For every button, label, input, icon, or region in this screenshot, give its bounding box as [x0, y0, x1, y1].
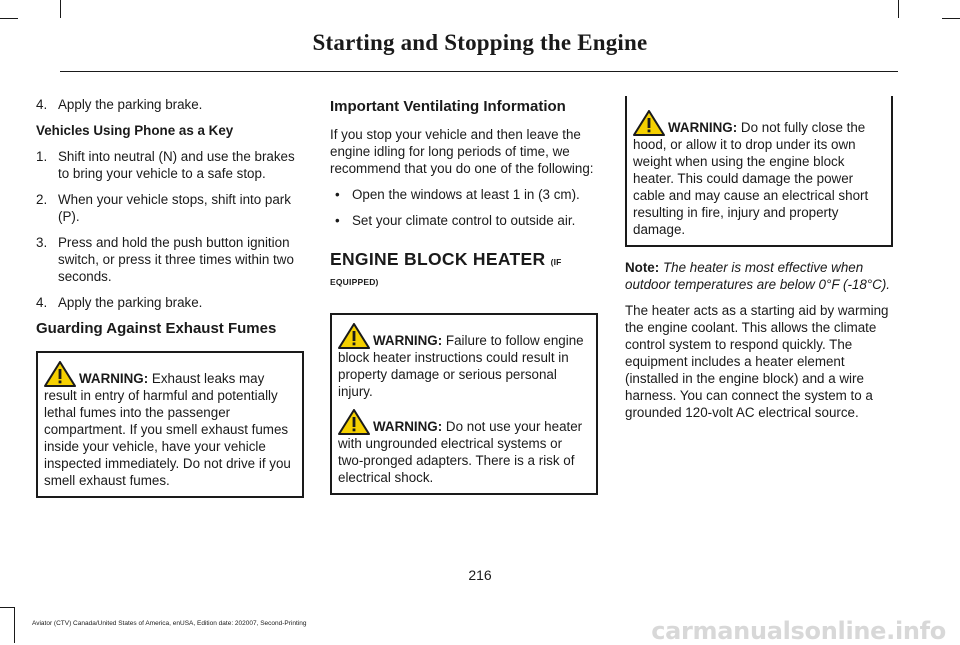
warning-paragraph: [338, 323, 590, 400]
list-item: [36, 148, 304, 182]
warning-label: WARNING:: [373, 419, 443, 434]
page-title: Starting and Stopping the Engine: [312, 30, 648, 55]
hood-warning-box: [625, 96, 893, 247]
crop-mark: [0, 607, 14, 608]
edition-footer: Aviator (CTV) Canada/United States of America, enUSA, Edition date: 202007, Second-Printing: [32, 620, 307, 627]
ventilating-intro: If you stop your vehicle and then leave the engine idling for long periods of time, we recommend that you do one of the following:: [330, 127, 594, 176]
bullet-glyph: •: [335, 187, 340, 202]
warning-triangle-icon: [338, 323, 370, 349]
list-item: [36, 234, 304, 285]
heater-note: [625, 259, 893, 293]
step-number: 2.: [36, 192, 48, 207]
list-item: [36, 191, 304, 225]
header-rule: [60, 71, 898, 72]
step-number: 3.: [36, 235, 48, 250]
page-number: 216: [468, 567, 492, 583]
bullet-text: Open the windows at least 1 in (3 cm).: [352, 187, 580, 202]
warning-paragraph: [633, 110, 885, 238]
list-item: [330, 212, 598, 229]
block-heater-warning-box: [330, 313, 598, 495]
step-text: Apply the parking brake.: [58, 295, 203, 310]
step-list-previous: [36, 96, 304, 113]
section-qualifier: (IF EQUIPPED): [330, 257, 562, 287]
note-label: Note:: [625, 260, 660, 275]
crop-mark: [0, 18, 18, 19]
warning-triangle-icon: [633, 110, 665, 136]
step-text: Shift into neutral (N) and use the brakes to bring your vehicle to a safe stop.: [58, 149, 295, 181]
note-text: The heater is most effective when outdoor temperatures are below 0°F (-18°C).: [625, 260, 891, 292]
crop-mark: [60, 0, 61, 18]
step-number: 1.: [36, 149, 48, 164]
warning-label: WARNING:: [373, 333, 443, 348]
engine-block-heater-heading: [330, 251, 598, 291]
step-text: When your vehicle stops, shift into park (P).: [58, 192, 291, 224]
step-number: 4.: [36, 97, 48, 112]
step-number: 4.: [36, 295, 48, 310]
column-middle: [330, 96, 598, 504]
warning-triangle-icon: [338, 409, 370, 435]
list-item: [330, 186, 598, 203]
exhaust-warning-box: [36, 351, 304, 498]
crop-mark: [14, 607, 15, 643]
bullet-text: Set your climate control to outside air.: [352, 213, 576, 228]
step-text: Apply the parking brake.: [58, 97, 203, 112]
watermark: carmanualsonline.info: [651, 617, 946, 645]
column-left: [36, 96, 304, 507]
warning-paragraph: [44, 361, 296, 489]
crop-mark: [898, 0, 899, 18]
warning-triangle-icon: [44, 361, 76, 387]
phone-key-steps: [36, 148, 304, 311]
warning-text: Exhaust leaks may result in entry of harmful and potentially lethal fumes into the passenger compartment. If you smell exhaust fumes inside your vehicle, have your vehicle inspected immediately. Do not drive if you smell exhaust fumes.: [44, 371, 291, 488]
step-text: Press and hold the push button ignition switch, or press it three times within two seconds.: [58, 235, 294, 284]
warning-text: Do not use your heater with ungrounded electrical systems or two-pronged adapters. There is a risk of electrical shock.: [338, 419, 583, 485]
column-right: [625, 96, 893, 430]
ventilating-bullets: [330, 186, 598, 229]
exhaust-fumes-heading: Guarding Against Exhaust Fumes: [36, 320, 277, 337]
list-item: [36, 96, 304, 113]
heater-description: The heater acts as a starting aid by warming the engine coolant. This allows the climate control system to respond quickly. The equipment includes a heater element (installed in the engine block) and a wire harness. You can connect the system to a grounded 120-volt AC electrical source.: [625, 303, 889, 420]
warning-label: WARNING:: [79, 371, 149, 386]
section-title: ENGINE BLOCK HEATER: [330, 249, 546, 269]
list-item: [36, 294, 304, 311]
bullet-glyph: •: [335, 213, 340, 228]
ventilating-heading: Important Ventilating Information: [330, 98, 566, 115]
warning-paragraph: [338, 409, 590, 486]
warning-text: Failure to follow engine block heater instructions could result in property damage or serious personal injury.: [338, 333, 584, 399]
phone-key-heading: Vehicles Using Phone as a Key: [36, 123, 234, 138]
warning-text: Do not fully close the hood, or allow it to drop under its own weight when using the engine block heater. This could damage the power cable and may cause an electrical short resulting in fire, injury and property damage.: [633, 120, 869, 237]
warning-label: WARNING:: [668, 120, 738, 135]
crop-mark: [942, 18, 960, 19]
